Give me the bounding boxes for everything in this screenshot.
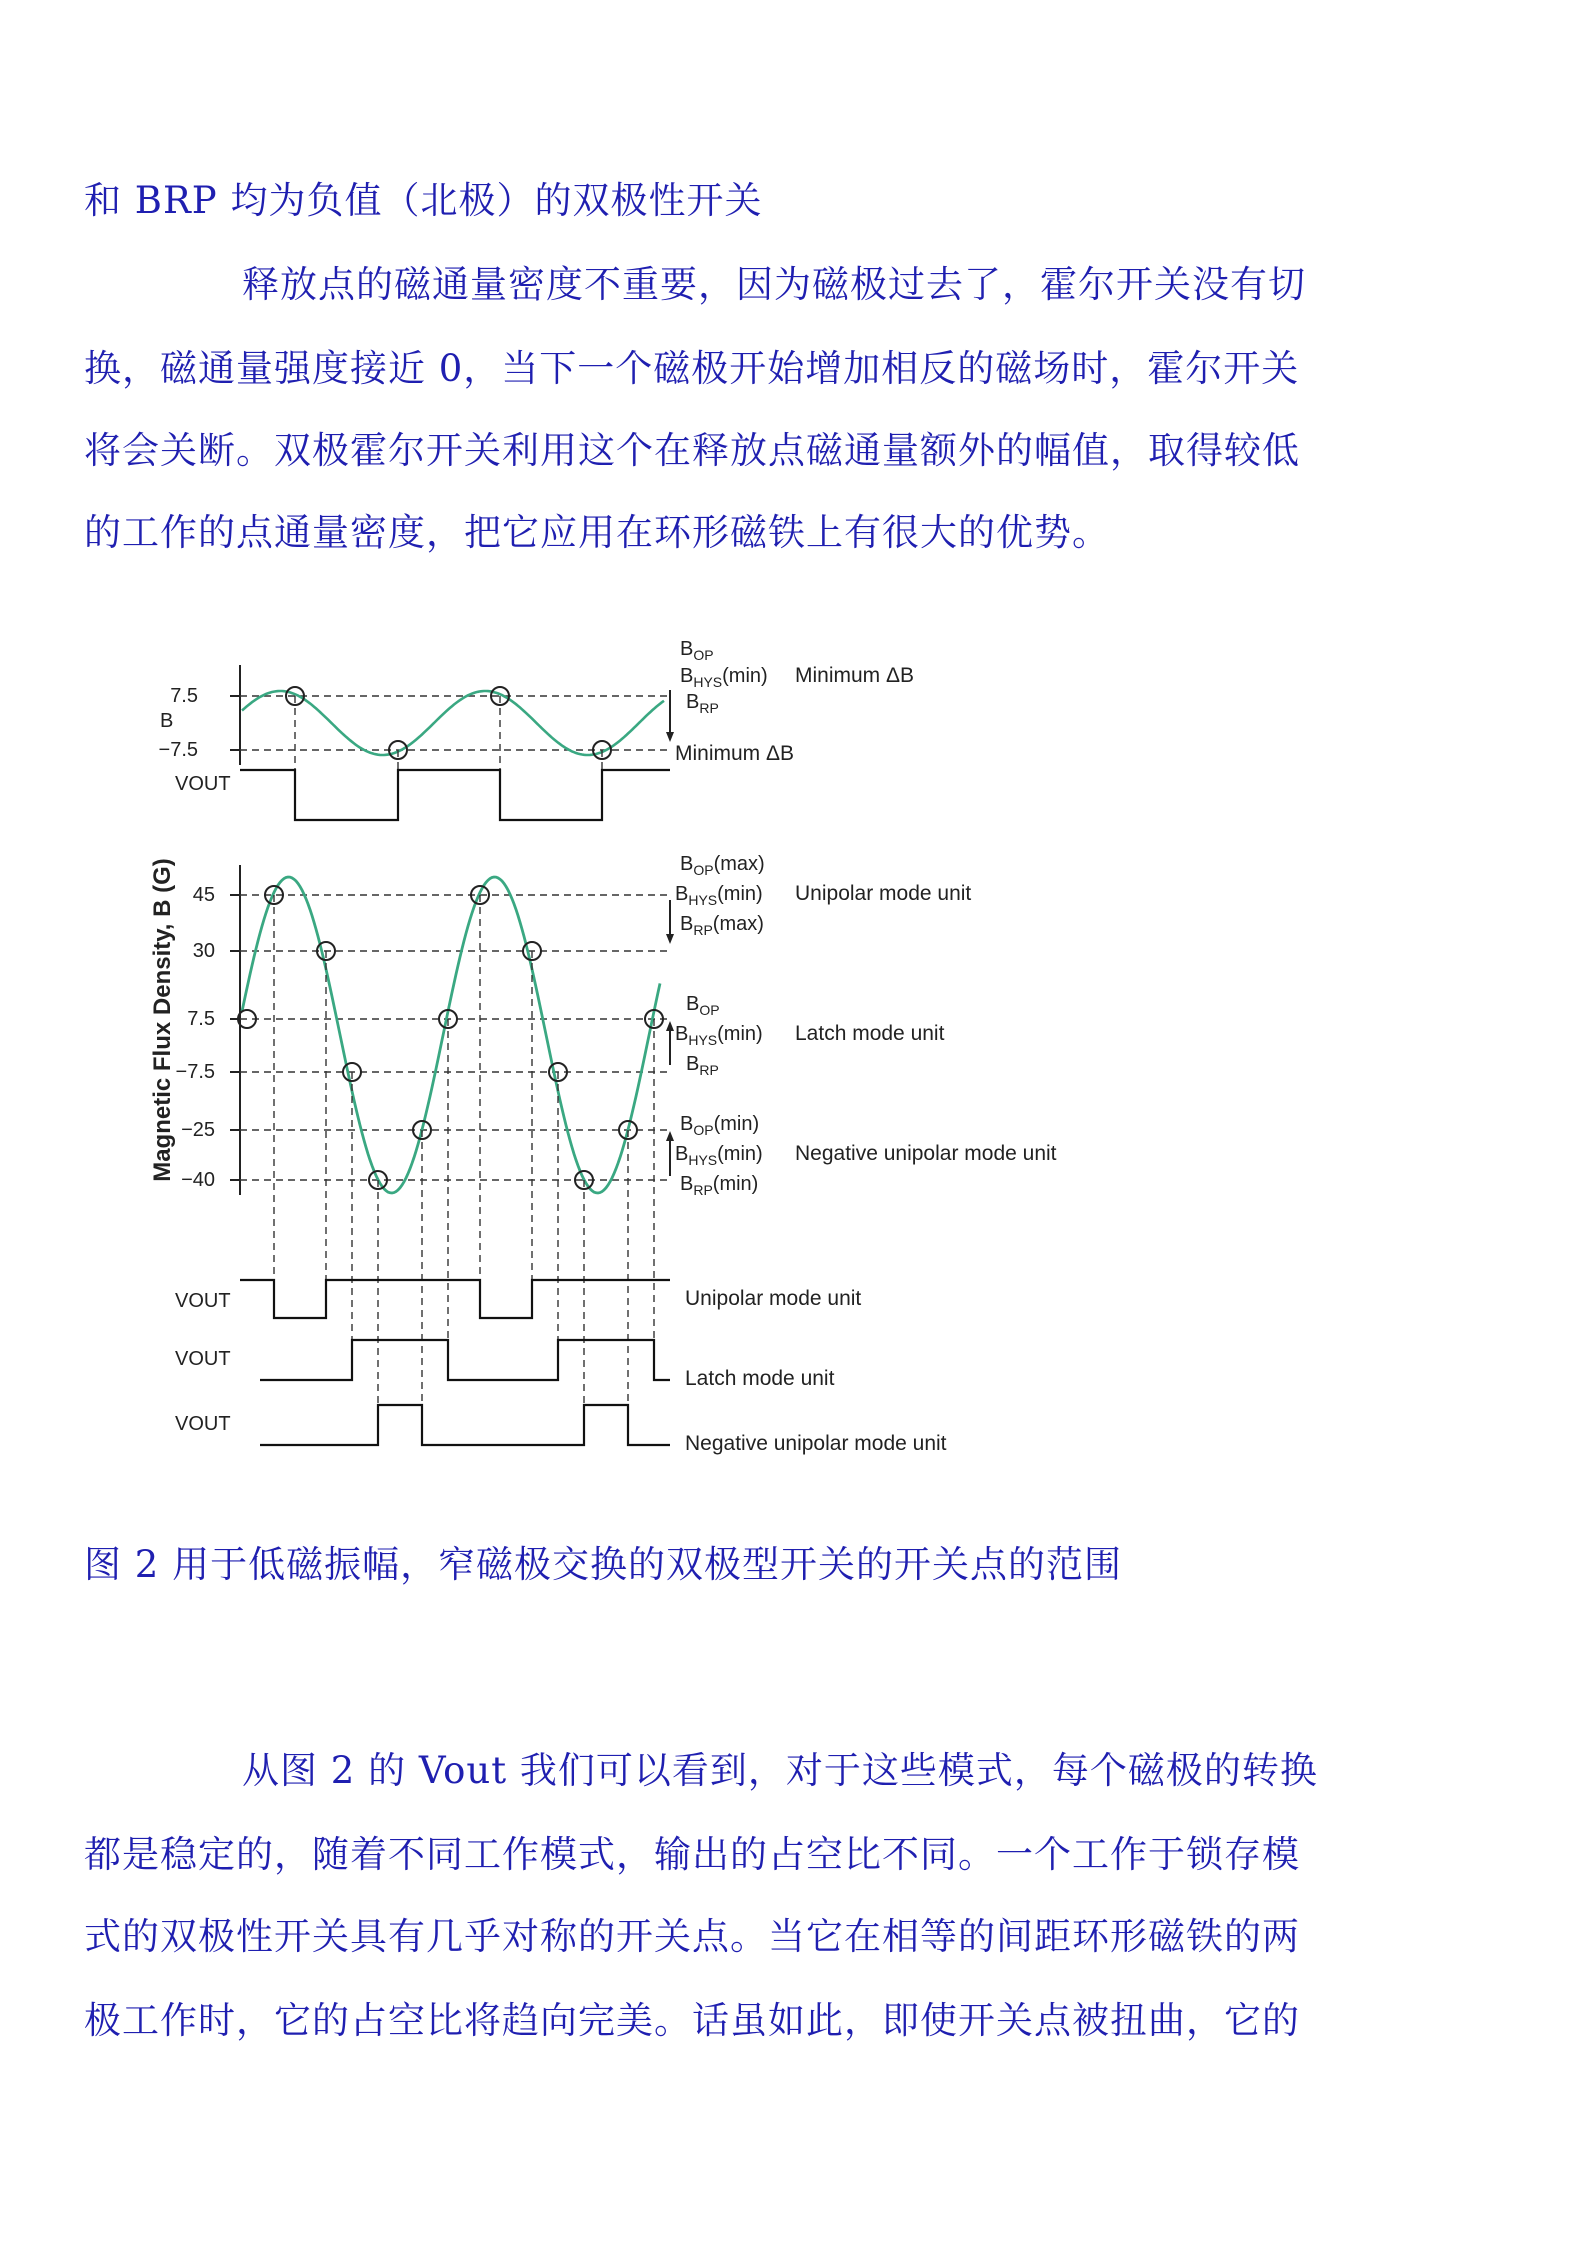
y-axis-title: Magnetic Flux Density, B (G) [149, 858, 176, 1182]
bhys-label: $B_{HYS}(\min)$ [680, 665, 768, 690]
caption-text: 图 2 用于低磁振幅，窄磁极交换的双极型开关的开关点的范围 [84, 1543, 1123, 1586]
vout-label: VOUT [175, 1413, 231, 1435]
tick-label: 30 [192, 940, 215, 962]
vout-unipolar-label: Unipolar mode unit [685, 1287, 862, 1310]
top-panel [159, 638, 915, 820]
figure-caption [84, 1534, 1360, 1584]
bhys-min-label: $B_{HYS}(\min)$ [675, 1143, 763, 1168]
paragraph-line: 的工作的点通量密度，把它应用在环形磁铁上有很大的优势。 [84, 511, 1110, 554]
tick-label: −7.5 [175, 1061, 215, 1083]
main-panel [149, 853, 1057, 1455]
paragraph-line: 和 BRP 均为负值（北极）的双极性开关 [84, 179, 763, 222]
vout-label: VOUT [175, 1348, 231, 1370]
paragraph-top [84, 170, 1360, 570]
bop-label: $B_{OP}$ [680, 638, 714, 663]
paragraph-line: 极工作时，它的占空比将趋向完美。话虽如此，即使开关点被扭曲，它的 [84, 1999, 1300, 2042]
arrow-icon [666, 1021, 674, 1031]
top-flux-curve [242, 691, 664, 755]
bop-max-label: $B_{OP}(\max)$ [680, 853, 765, 878]
tick-label: 7.5 [170, 685, 198, 707]
bhys-min-label: $B_{HYS}(\min)$ [675, 883, 763, 908]
paragraph-line: 换，磁通量强度接近 0，当下一个磁极开始增加相反的磁场时，霍尔开关 [84, 347, 1300, 390]
arrow-icon [666, 1131, 674, 1141]
paragraph-line: 释放点的磁通量密度不重要，因为磁极过去了，霍尔开关没有切 [242, 263, 1306, 306]
paragraph-line: 式的双极性开关具有几乎对称的开关点。当它在相等的间距环形磁铁的两 [84, 1915, 1300, 1958]
top-y-label: B [160, 710, 174, 732]
brp-max-label: $B_{RP}(\max)$ [680, 913, 764, 938]
vout-latch-waveform [260, 1340, 670, 1380]
tick-label: −40 [181, 1169, 215, 1191]
tick-label: −25 [181, 1119, 215, 1141]
bop-label: $B_{OP}$ [686, 993, 720, 1018]
brp-label: $B_{RP}$ [686, 691, 719, 716]
vout-label: VOUT [175, 773, 231, 795]
vout-negative-label: Negative unipolar mode unit [685, 1432, 947, 1455]
vout-waveform [240, 770, 670, 820]
minimum-delta-b-note: Minimum ΔB [795, 664, 915, 687]
arrow-icon [666, 934, 674, 944]
vout-negative-waveform [260, 1405, 670, 1445]
tick-label: 45 [192, 884, 215, 906]
vout-label: VOUT [175, 1290, 231, 1312]
negative-unipolar-mode-note: Negative unipolar mode unit [795, 1142, 1057, 1165]
minimum-delta-b-note: Minimum ΔB [675, 742, 795, 765]
brp-min-label: $B_{RP}(\min)$ [680, 1173, 759, 1198]
brp-label: $B_{RP}$ [686, 1053, 719, 1078]
tick-label: 7.5 [187, 1008, 215, 1030]
unipolar-mode-note: Unipolar mode unit [795, 882, 972, 905]
bhys-min-label: $B_{HYS}(\min)$ [675, 1023, 763, 1048]
arrow-icon [666, 732, 674, 742]
paragraph-bottom [84, 1740, 1360, 2070]
latch-mode-note: Latch mode unit [795, 1022, 945, 1045]
bop-min-label: $B_{OP}(\min)$ [680, 1113, 760, 1138]
hall-switch-diagram [130, 620, 1130, 1480]
main-flux-curve [242, 877, 660, 1193]
tick-label: −7.5 [158, 739, 198, 761]
paragraph-line: 从图 2 的 Vout 我们可以看到，对于这些模式，每个磁极的转换 [242, 1749, 1318, 1792]
vout-latch-label: Latch mode unit [685, 1367, 835, 1390]
paragraph-line: 将会关断。双极霍尔开关利用这个在释放点磁通量额外的幅值，取得较低 [84, 429, 1300, 472]
vout-unipolar-waveform [240, 1280, 670, 1318]
paragraph-line: 都是稳定的，随着不同工作模式，输出的占空比不同。一个工作于锁存模 [84, 1833, 1300, 1876]
